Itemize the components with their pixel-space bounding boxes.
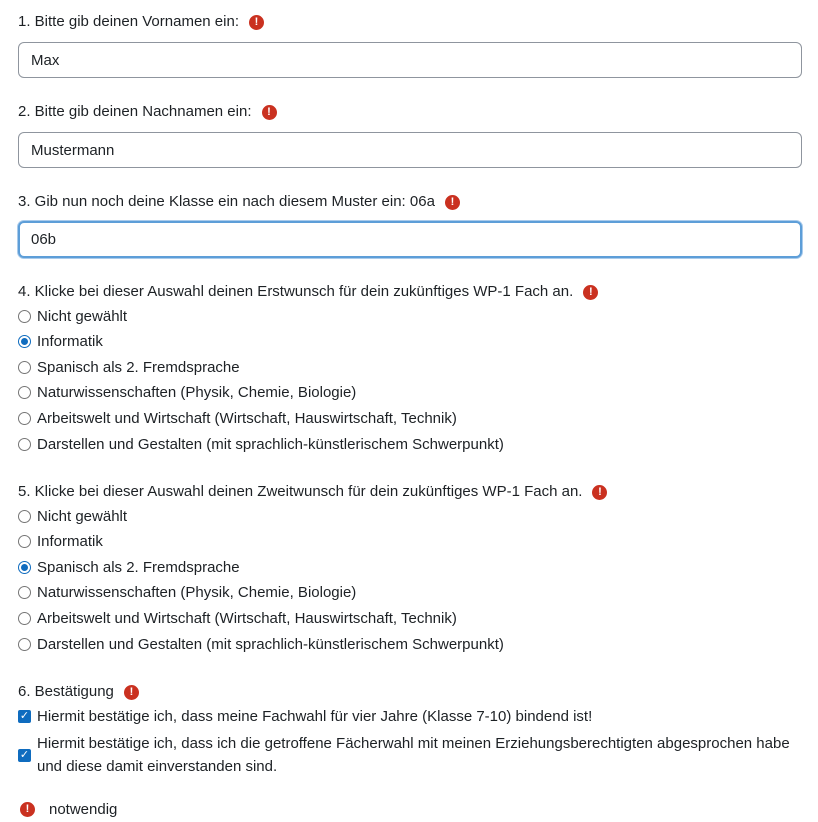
option-label: Informatik xyxy=(37,333,103,351)
q5-option[interactable] xyxy=(18,582,356,604)
radio-button[interactable] xyxy=(18,310,31,323)
q6-label xyxy=(18,682,139,702)
radio-button[interactable] xyxy=(18,386,31,399)
required-icon: ! xyxy=(249,15,264,30)
q3-label xyxy=(18,192,460,212)
required-icon: ! xyxy=(445,195,460,210)
required-icon: ! xyxy=(124,685,139,700)
checkbox-label: Hiermit bestätige ich, dass meine Fachwahl für vier Jahre (Klasse 7-10) bindend ist! xyxy=(37,707,593,725)
q4-option[interactable] xyxy=(18,331,103,353)
q4-option[interactable] xyxy=(18,433,504,455)
firstname-input[interactable] xyxy=(18,42,802,78)
q2-label xyxy=(18,102,277,122)
radio-button[interactable] xyxy=(18,361,31,374)
radio-button[interactable] xyxy=(18,586,31,599)
lastname-input[interactable] xyxy=(18,132,802,168)
label-text: 5. Klicke bei dieser Auswahl deinen Zweitwunsch für dein zukünftiges WP-1 Fach an. xyxy=(18,483,583,500)
option-label: Informatik xyxy=(37,533,103,551)
q5-option[interactable] xyxy=(18,531,103,553)
option-label: Arbeitswelt und Wirtschaft (Wirtschaft, Hauswirtschaft, Technik) xyxy=(37,609,457,627)
confirm-parents-checkbox[interactable] xyxy=(18,732,798,778)
radio-button[interactable] xyxy=(18,412,31,425)
checkbox-checked-icon[interactable]: ✓ xyxy=(19,709,30,722)
confirm-binding-checkbox[interactable] xyxy=(18,705,592,727)
checkbox-label: Hiermit bestätige ich, dass ich die getroffene Fächerwahl mit meinen Erziehungsberechtigten abgesprochen habe und diese damit einverstanden sind. xyxy=(37,735,790,775)
checkbox-checked-icon[interactable]: ✓ xyxy=(19,748,30,761)
radio-button[interactable] xyxy=(18,535,31,548)
option-label: Spanisch als 2. Fremdsprache xyxy=(37,358,240,376)
required-icon: ! xyxy=(262,105,277,120)
label-text: 1. Bitte gib deinen Vornamen ein: xyxy=(18,13,239,30)
required-icon: ! xyxy=(583,285,598,300)
option-label: Naturwissenschaften (Physik, Chemie, Biologie) xyxy=(37,384,357,402)
q4-option[interactable] xyxy=(18,305,127,327)
radio-button[interactable] xyxy=(18,561,31,574)
legend-text: notwendig xyxy=(49,801,118,818)
label-text: 6. Bestätigung xyxy=(18,683,114,700)
label-text: 3. Gib nun noch deine Klasse ein nach diesem Muster ein: 06a xyxy=(18,193,435,210)
q5-option[interactable] xyxy=(18,633,504,655)
q1-label xyxy=(18,12,264,32)
option-label: Nicht gewählt xyxy=(37,307,128,325)
q4-label xyxy=(18,282,598,302)
label-text: 4. Klicke bei dieser Auswahl deinen Erstwunsch für dein zukünftiges WP-1 Fach an. xyxy=(18,283,574,300)
option-label: Spanisch als 2. Fremdsprache xyxy=(37,558,240,576)
option-label: Darstellen und Gestalten (mit sprachlich-künstlerischem Schwerpunkt) xyxy=(37,435,504,453)
q5-option[interactable] xyxy=(18,607,457,629)
q4-option[interactable] xyxy=(18,407,457,429)
radio-button[interactable] xyxy=(18,510,31,523)
option-label: Nicht gewählt xyxy=(37,507,128,525)
radio-button[interactable] xyxy=(18,612,31,625)
required-legend xyxy=(18,801,117,818)
option-label: Naturwissenschaften (Physik, Chemie, Biologie) xyxy=(37,584,357,602)
label-text: 2. Bitte gib deinen Nachnamen ein: xyxy=(18,103,252,120)
q5-option[interactable] xyxy=(18,505,127,527)
option-label: Arbeitswelt und Wirtschaft (Wirtschaft, Hauswirtschaft, Technik) xyxy=(37,409,457,427)
radio-button[interactable] xyxy=(18,438,31,451)
option-label: Darstellen und Gestalten (mit sprachlich-künstlerischem Schwerpunkt) xyxy=(37,635,504,653)
q4-option[interactable] xyxy=(18,382,356,404)
required-icon: ! xyxy=(20,802,35,817)
q4-option[interactable] xyxy=(18,356,240,378)
class-input[interactable] xyxy=(18,221,802,258)
q5-label xyxy=(18,482,607,502)
required-icon: ! xyxy=(592,485,607,500)
radio-button[interactable] xyxy=(18,638,31,651)
radio-button[interactable] xyxy=(18,335,31,348)
q5-option[interactable] xyxy=(18,556,240,578)
